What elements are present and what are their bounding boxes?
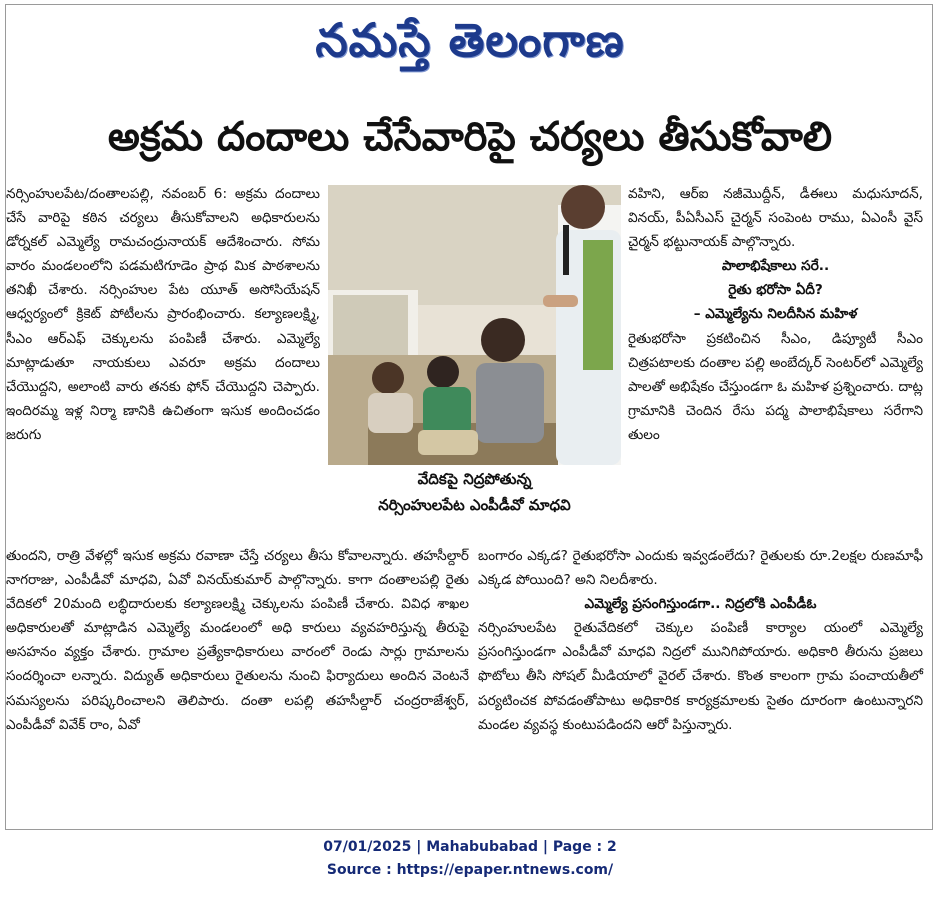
article-paragraph: నర్సింహులపేట రైతువేదికలో చెక్కుల పంపిణీ కార్యాల యంలో ఎమ్మెల్యే ప్రసంగిస్తుండగా ఎంపీడీవో మాధవి నిద్రలో మునిగిపోయారు. అధికారి తీరును ప్రజలు ఫొటోలు తీసి సోషల్ మీడియాలో వైరల్ చేశారు. కొంత కాలంగా గ్రామ పంచాయతీలో పర్యటించక పోవడంతోపాటు అధికారిక కార్యక్రమాలకు సైతం దూరంగా ఉంటున్నారని మండల వ్యవస్థ కుంటుపడిందని ఆరో పిస్తున్నారు. <box>478 620 923 733</box>
meeting-photo-illustration <box>328 185 621 465</box>
article-subheading: ఎమ్మెల్యే ప్రసంగిస్తుండగా.. నిద్రలోకి ఎంపీడీఓ <box>584 596 817 613</box>
article-column-bottom-left <box>6 544 469 737</box>
footer-date-edition: 07/01/2025 | Mahabubabad | Page : 2 <box>323 839 617 855</box>
newspaper-clipping <box>5 4 933 830</box>
photo-caption-line: నర్సింహులపేట ఎంపీడీవో మాధవి <box>378 496 571 514</box>
article-column-right <box>628 182 923 447</box>
article-paragraph: నర్సింహులపేట/దంతాలపల్లి, నవంబర్ 6: అక్రమ దందాలు చేసే వారిపై కఠిన చర్యలు తీసుకోవాలని అధికారులను డోర్నకల్ ఎమ్మెల్యే రామచంద్రునాయక్ ఆదేశించారు. సోమ వారం మండలంలోని పడమటిగూడెం ప్రాథ మిక పాఠశాలను తనిఖీ చేశారు. నర్సింహుల పేట యూత్ అసోసియేషన్ ఆధ్వర్యంలో క్రికెట్ పోటీలను ప్రారంభించారు. కల్యాణలక్ష్మి, సీఎం ఆర్ఎఫ్ చెక్కులను పంపిణీ చేశారు. ఎమ్మెల్యే మాట్లాడుతూ నాయకులు ఎవరూ అక్రమ దందాలు చేయొద్దని, అలాంటి వారు తనకు ఫోన్ చేయొద్దని చెప్పారు. ఇందిరమ్మ ఇళ్ల నిర్మా ణానికి ఉచితంగా ఇసుక అందించడం జరుగు <box>6 186 320 443</box>
article-subheading: – ఎమ్మెల్యేను నిలదీసిన మహిళ <box>693 306 858 323</box>
article-subheading: పాలాభిషేకాలు సరే.. <box>721 258 830 275</box>
footer-source: Source : https://epaper.ntnews.com/ <box>326 862 614 878</box>
masthead-logo: నమస్తే తెలంగాణ <box>315 13 625 67</box>
article-paragraph: తుందని, రాత్రి వేళల్లో ఇసుక అక్రమ రవాణా చేస్తే చర్యలు తీసు కోవాలన్నారు. తహసీల్దార్ నాగరాజు, ఎంపీడీవో మాధవి, ఏవో వినయ్‌కుమార్ పాల్గొన్నారు. కాగా దంతాలపల్లి రైతు వేదికలో 20మంది లబ్ధిదారులకు కల్యాణలక్ష్మి చెక్కులను పంపిణీ చేశారు. వివిధ శాఖల అధికారులతో మాట్లాడిన ఎమ్మెల్యే మండలంలో అధి కారులు వ్యవహరిస్తున్న తీరుపై అసహనం వ్యక్తం చేశారు. గ్రామాల ప్రత్యేకాధికారులు వారంలో రెండు సార్లు గ్రామాలను సందర్శించా లన్నారు. విద్యుత్ అధికారులు రైతులను నుంచి ఫిర్యాదులు అందిన వెంటనే సమస్యలను పరిష్కరించాలని తెలిపారు. దంతా లపల్లి తహసీల్దార్ చంద్రరాజేశ్వర్, ఎంపీడీవో వివేక్ రాం, ఏవో <box>6 548 469 733</box>
article-column-bottom-right <box>478 544 923 737</box>
article-headline: అక్రమ దందాలు చేసేవారిపై చర్యలు తీసుకోవాలి <box>107 114 833 160</box>
photo-caption <box>328 466 621 528</box>
article-paragraph: బంగారం ఎక్కడ? రైతుభరోసా ఎందుకు ఇవ్వడంలేదు? రైతులకు రూ.2లక్షల రుణమాఫీ ఎక్కడ పోయింది? అని నిలదీశారు. <box>478 548 923 589</box>
article-column-left <box>6 182 320 447</box>
article-paragraph: వహిని, ఆర్ఐ నజీమొద్దీన్, డీఈలు మధుసూదన్, వినయ్, పీఏసీఎస్ చైర్మన్ సంపెంట రాము, ఏఎంసీ వైస్ చైర్మన్ భట్టునాయక్ పాల్గొన్నారు. <box>628 186 923 251</box>
article-subheading: రైతు భరోసా ఏదీ? <box>728 282 823 299</box>
photo-caption-line: వేదికపై నిద్రపోతున్న <box>417 470 532 488</box>
article-photo <box>328 185 621 465</box>
article-paragraph: రైతుభరోసా ప్రకటించిన సీఎం, డిప్యూటీ సీఎం చిత్రపటాలకు దంతాల పల్లి అంబేద్కర్ సెంటర్‌లో ఎమ్మెల్యే పాలతో అభిషేకం చేస్తుండగా ఓ మహిళ ప్రశ్నించారు. దాట్ల గ్రామానికి చెందిన రేసు పద్మ పాలాభిషేకాలు సరేగాని తులం <box>628 330 923 443</box>
